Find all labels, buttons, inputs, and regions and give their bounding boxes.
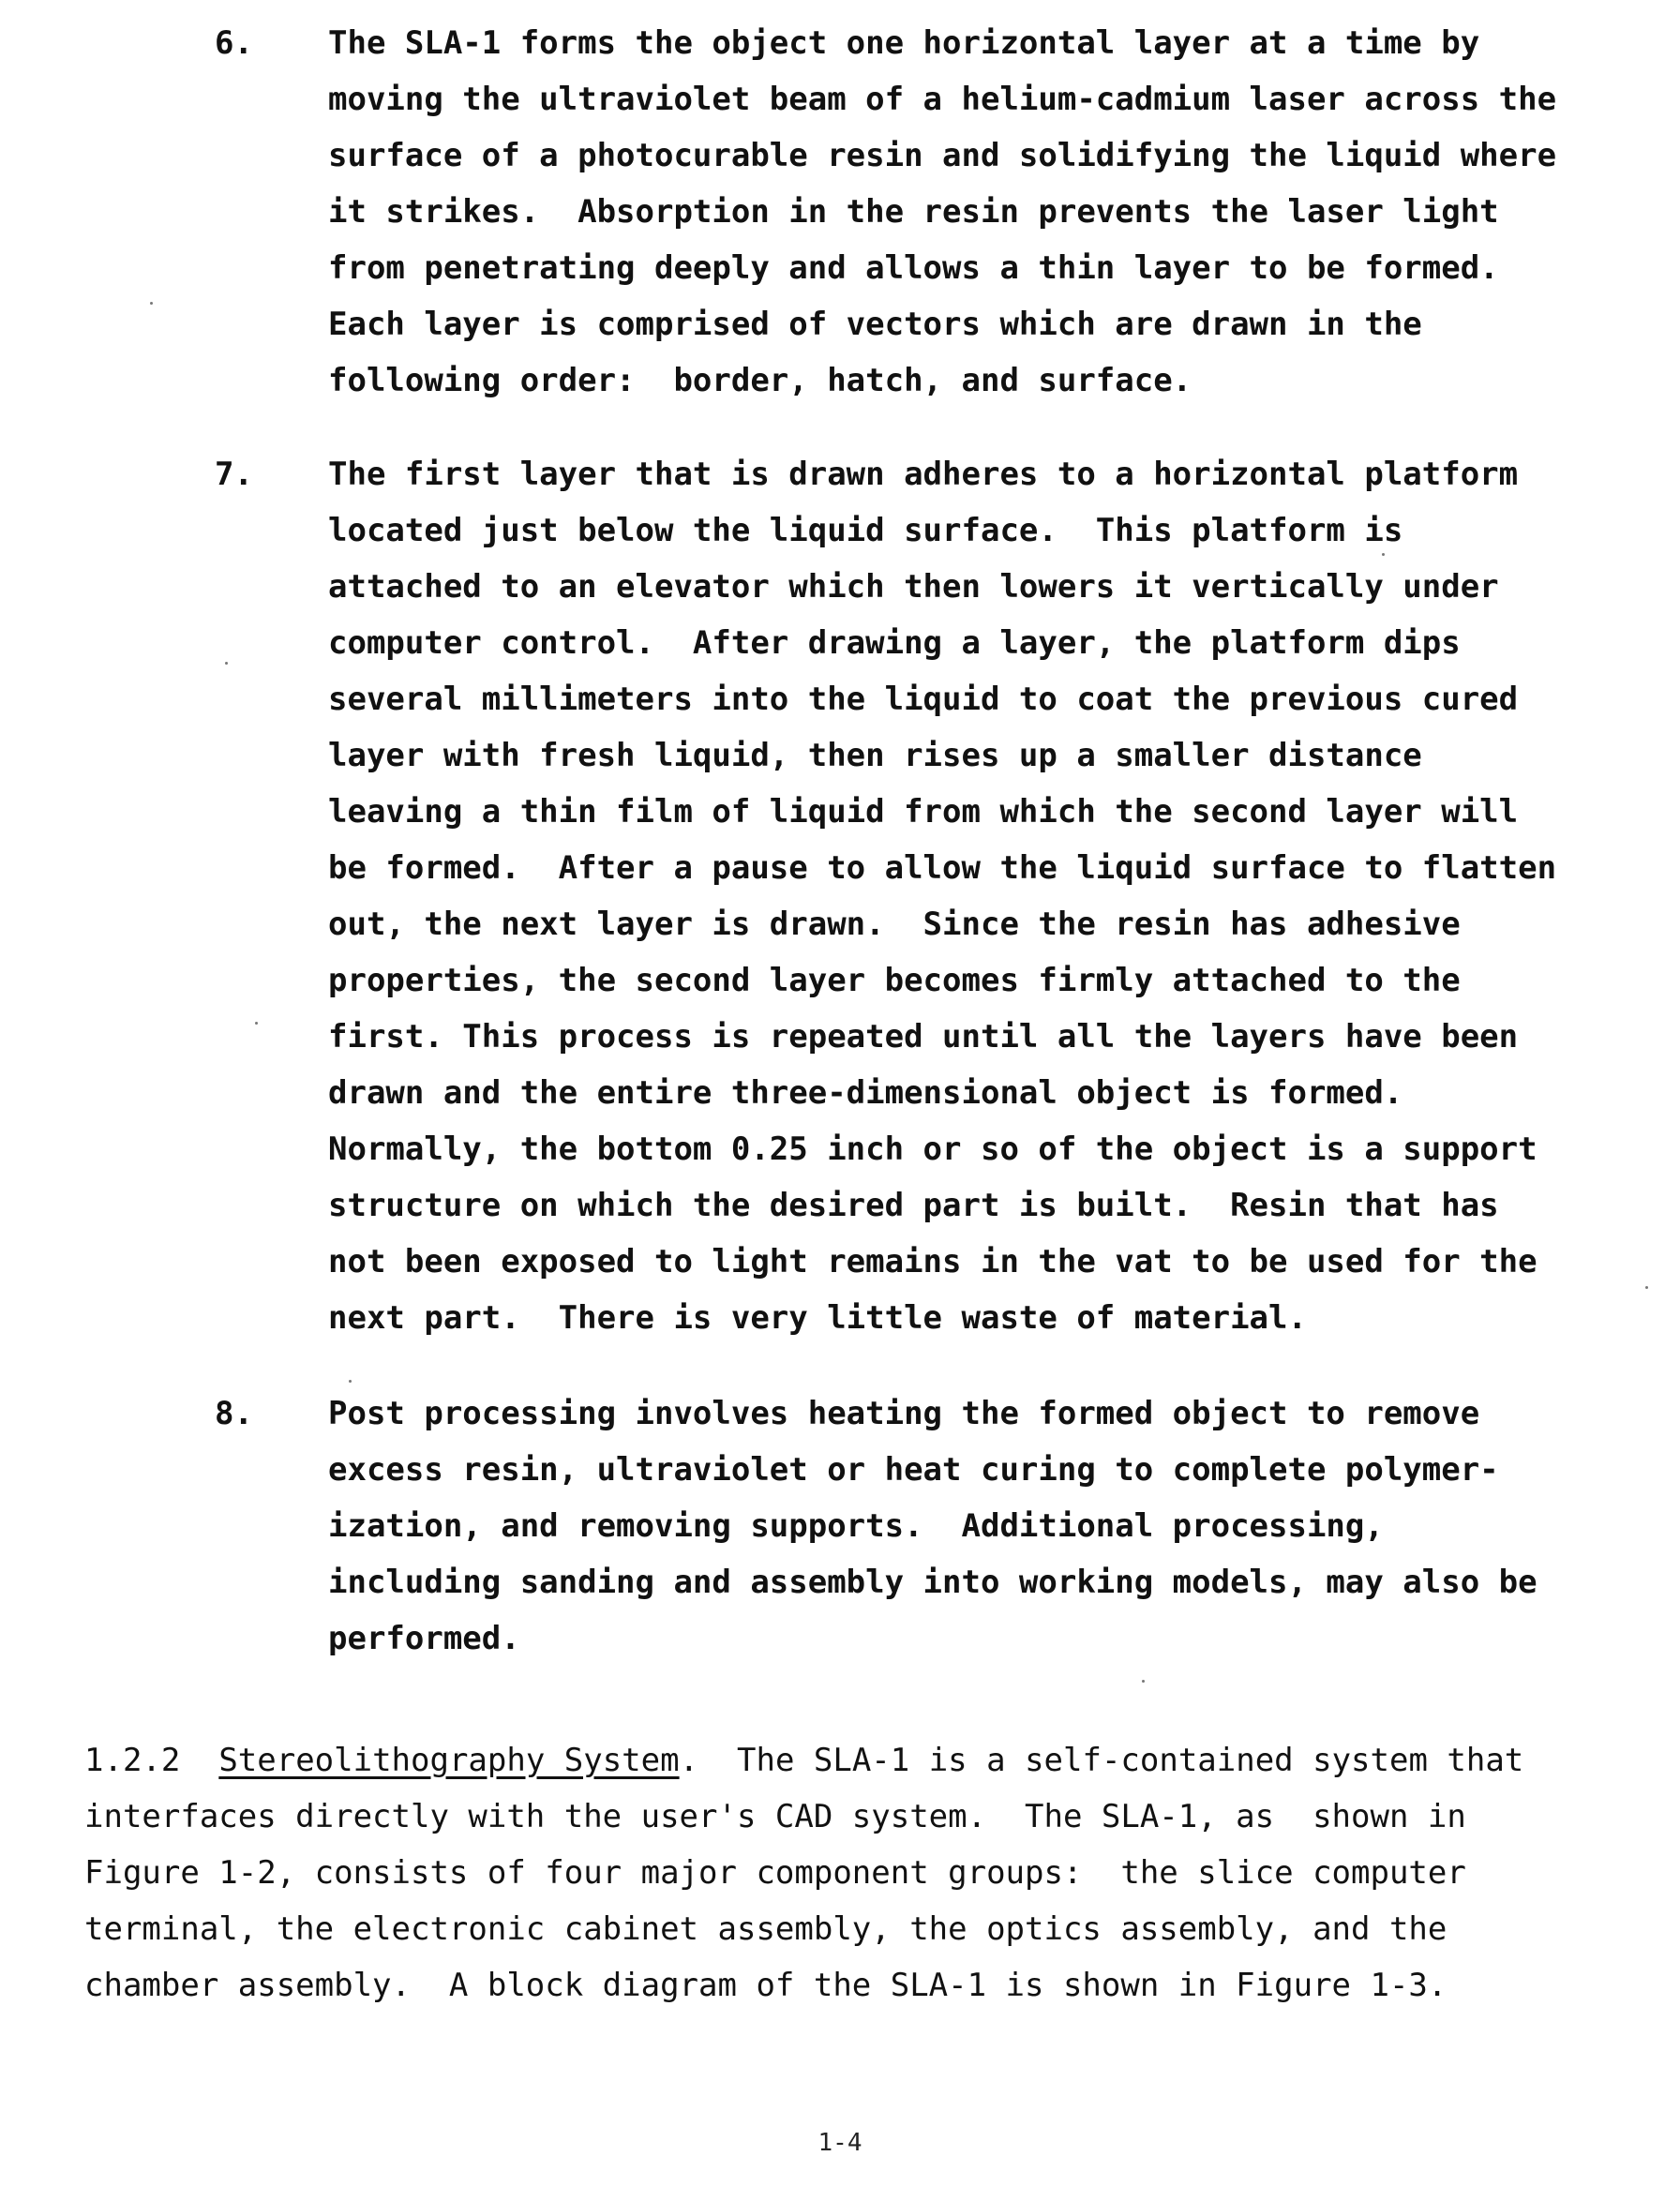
scan-speck bbox=[1645, 1286, 1648, 1289]
scan-speck bbox=[349, 1380, 352, 1383]
section-body: The SLA-1 is a self-contained system that interfaces directly with the user's CAD system. The SLA-1, as shown in Figure 1-2, consists of four major component groups: the slice computer terminal, the electronic cabinet assembly, the optics assembly, and the chamber assembly. A block diagram of the SLA-1 is shown in Figure 1-3. bbox=[84, 1742, 1523, 2004]
section-title: Stereolithography System bbox=[218, 1742, 679, 1779]
list-item-number: 8. bbox=[215, 1385, 253, 1442]
scan-speck bbox=[225, 662, 228, 665]
section-paragraph bbox=[84, 1732, 1603, 2014]
list-item-text: Post processing involves heating the formed object to remove excess resin, ultraviolet or heat curing to complete polymer- ization, and removing supports. Additional processing, including sanding and assembly into working models, may also be performed. bbox=[328, 1385, 1566, 1667]
document-page bbox=[0, 0, 1680, 2186]
page-number: 1-4 bbox=[0, 2128, 1680, 2158]
scan-speck bbox=[1142, 1680, 1145, 1683]
list-item-number: 6. bbox=[215, 15, 253, 71]
list-item-text: The first layer that is drawn adheres to a horizontal platform located just below the liquid surface. This platform is attached to an elevator which then lowers it vertically under computer control. After drawing a layer, the platform dips several millimeters into the liquid to coat the previous cured layer with fresh liquid, then rises up a smaller distance leaving a thin film of liquid from which the second layer will be formed. After a pause to allow the liquid surface to flatten out, the next layer is drawn. Since the resin has adhesive properties, the second layer becomes firmly attached to the first. This process is repeated until all the layers have been drawn and the entire three-dimensional object is formed. Normally, the bottom 0.25 inch or so of the object is a support structure on which the desired part is built. Resin that has not been exposed to light remains in the vat to be used for the next part. There is very little waste of material. bbox=[328, 446, 1566, 1346]
section-number: 1.2.2 bbox=[84, 1742, 180, 1779]
scan-speck bbox=[255, 1022, 258, 1025]
list-item-text: The SLA-1 forms the object one horizontal layer at a time by moving the ultraviolet beam of a helium-cadmium laser across the surface of a photocurable resin and solidifying the liquid where it strikes. Absorption in the resin prevents the laser light from penetrating deeply and allows a thin layer to be formed. Each layer is comprised of vectors which are drawn in the following order: border, hatch, and surface. bbox=[328, 15, 1566, 409]
list-item-number: 7. bbox=[215, 446, 253, 502]
scan-speck bbox=[150, 302, 153, 305]
scan-speck bbox=[1382, 553, 1385, 556]
section-title-punctuation: . bbox=[680, 1742, 698, 1779]
